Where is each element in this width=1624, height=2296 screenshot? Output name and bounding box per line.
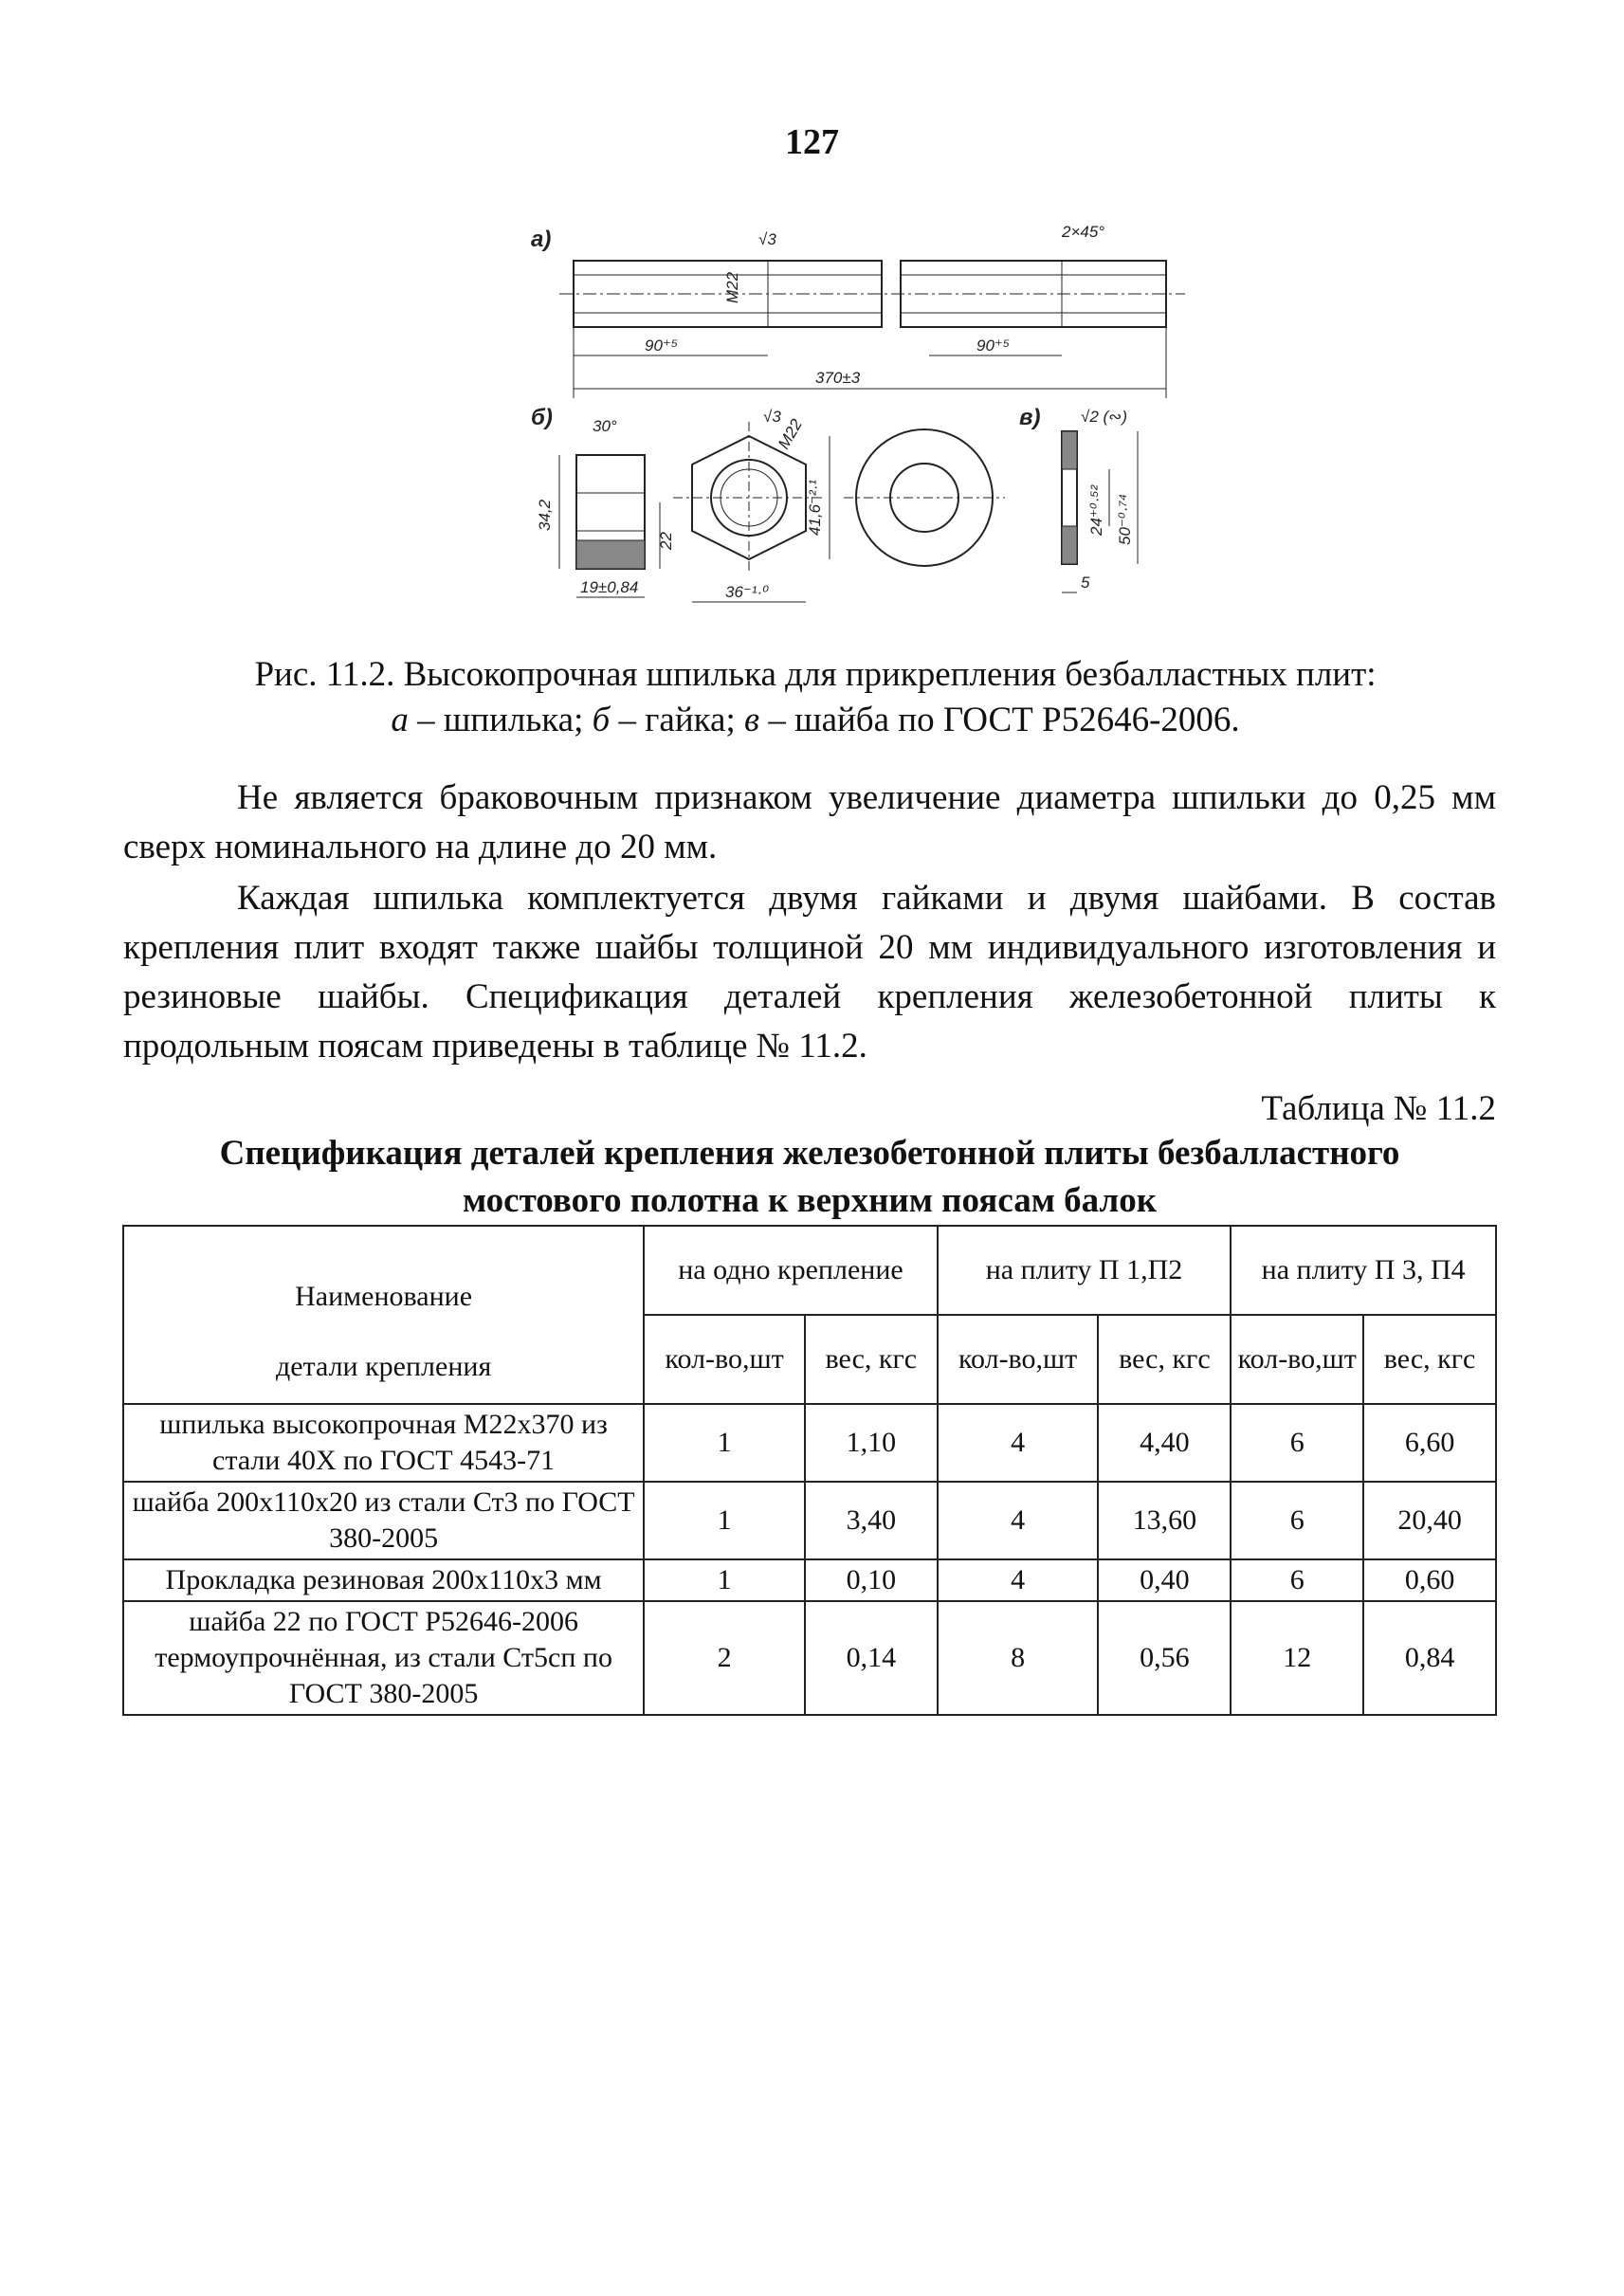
row-weight-2: 0,56 bbox=[1098, 1601, 1231, 1715]
header-qty: кол-во,шт bbox=[1231, 1315, 1363, 1404]
label-a: а) bbox=[531, 227, 552, 252]
row-weight-3: 0,60 bbox=[1363, 1559, 1496, 1601]
header-qty: кол-во,шт bbox=[938, 1315, 1099, 1404]
caption-b-text: – гайка; bbox=[610, 701, 745, 739]
row-weight-3: 6,60 bbox=[1363, 1404, 1496, 1482]
header-name-line-2: детали крепления bbox=[275, 1351, 492, 1382]
table-row bbox=[123, 1601, 1496, 1715]
table-title-line-2: мостового полотна к верхним поясам балок bbox=[462, 1181, 1158, 1220]
roughness-a: √3 bbox=[758, 230, 776, 248]
row-qty-1: 1 bbox=[644, 1482, 805, 1559]
row-qty-1: 2 bbox=[644, 1601, 805, 1715]
right-length-dim: 90⁺⁵ bbox=[976, 337, 1011, 355]
row-qty-2: 4 bbox=[938, 1404, 1099, 1482]
washer-inner-dim: 24⁺⁰·⁵² bbox=[1087, 484, 1105, 536]
table-row bbox=[123, 1559, 1496, 1601]
row-qty-1: 1 bbox=[644, 1404, 805, 1482]
caption-line-1: Рис. 11.2. Высокопрочная шпилька для прикрепления безбалластных плит: bbox=[254, 655, 1377, 694]
row-name: шайба 200х110х20 из стали Ст3 по ГОСТ 380-2005 bbox=[123, 1482, 644, 1559]
nut-size-dim: 41,6⁻²·¹ bbox=[806, 479, 824, 536]
angle-dim: 30° bbox=[593, 417, 617, 435]
caption-b: б bbox=[592, 701, 611, 739]
row-weight-1: 3,40 bbox=[805, 1482, 938, 1559]
header-group-2: на плиту П 1,П2 bbox=[938, 1226, 1232, 1315]
left-length-dim: 90⁺⁵ bbox=[645, 337, 679, 355]
chamfer-dim: 2×45° bbox=[1062, 223, 1105, 241]
table-row bbox=[123, 1404, 1496, 1482]
figure-caption bbox=[152, 652, 1479, 743]
row-qty-1: 1 bbox=[644, 1559, 805, 1601]
table-number: Таблица № 11.2 bbox=[1261, 1089, 1496, 1128]
row-weight-2: 13,60 bbox=[1098, 1482, 1231, 1559]
row-qty-3: 6 bbox=[1231, 1404, 1363, 1482]
table-title bbox=[114, 1130, 1505, 1225]
paragraph-2: Каждая шпилька комплектуется двумя гайками и двумя шайбами. В состав крепления плит входят также шайбы толщиной 20 мм индивидуального изготовления и резиновые шайбы. Спецификация деталей крепления железобетонной плиты к продольным поясам приведены в таблице № 11.2. bbox=[123, 879, 1496, 1066]
row-weight-2: 4,40 bbox=[1098, 1404, 1231, 1482]
caption-c-text: – шайба по ГОСТ Р52646-2006. bbox=[759, 701, 1240, 739]
thread-dim: M22 bbox=[723, 271, 741, 303]
row-name: Прокладка резиновая 200х110х3 мм bbox=[123, 1559, 644, 1601]
caption-a-text: – шпилька; bbox=[408, 701, 593, 739]
label-c: в) bbox=[1019, 405, 1041, 430]
spec-table bbox=[122, 1225, 1497, 1716]
drawing-canvas bbox=[531, 218, 1213, 635]
header-qty: кол-во,шт bbox=[644, 1315, 805, 1404]
washer-outer-dim: 50⁻⁰·⁷⁴ bbox=[1116, 493, 1134, 545]
row-weight-1: 1,10 bbox=[805, 1404, 938, 1482]
row-weight-1: 0,14 bbox=[805, 1601, 938, 1715]
nut-height-dim: 34,2 bbox=[536, 499, 554, 531]
row-name: шайба 22 по ГОСТ Р52646-2006 термоупрочнённая, из стали Ст5сп по ГОСТ 380-2005 bbox=[123, 1601, 644, 1715]
header-group-1: на одно крепление bbox=[644, 1226, 938, 1315]
table-row bbox=[123, 1482, 1496, 1559]
washer-thickness-dim: 5 bbox=[1081, 574, 1090, 592]
row-qty-2: 4 bbox=[938, 1559, 1099, 1601]
header-weight: вес, кгс bbox=[805, 1315, 938, 1404]
roughness-b: √3 bbox=[763, 408, 781, 426]
row-weight-2: 0,40 bbox=[1098, 1559, 1231, 1601]
header-weight: вес, кгс bbox=[1098, 1315, 1231, 1404]
nut-width-dim: 22 bbox=[657, 532, 675, 550]
row-qty-3: 6 bbox=[1231, 1559, 1363, 1601]
stud-drawing bbox=[531, 218, 1213, 635]
page-number: 127 bbox=[785, 122, 839, 162]
roughness-c: √2 (∾) bbox=[1081, 408, 1128, 426]
caption-line-2 bbox=[152, 698, 1479, 743]
paragraph-1: Не является браковочным признаком увеличение диаметра шпильки до 0,25 мм сверх номинального на длине до 20 мм. bbox=[123, 778, 1496, 866]
row-qty-2: 8 bbox=[938, 1601, 1099, 1715]
nut-thread-dim: M22 bbox=[775, 415, 807, 452]
table-title-line-1: Спецификация деталей крепления железобетонной плиты безбалластного bbox=[219, 1134, 1400, 1173]
nut-base-dim: 19±0,84 bbox=[580, 578, 639, 596]
row-name: шпилька высокопрочная М22х370 из стали 40Х по ГОСТ 4543-71 bbox=[123, 1404, 644, 1482]
table-header-row-1 bbox=[123, 1226, 1496, 1315]
caption-c: в bbox=[744, 701, 760, 739]
row-weight-3: 0,84 bbox=[1363, 1601, 1496, 1715]
header-weight: вес, кгс bbox=[1363, 1315, 1496, 1404]
row-qty-3: 12 bbox=[1231, 1601, 1363, 1715]
row-weight-1: 0,10 bbox=[805, 1559, 938, 1601]
header-name bbox=[123, 1226, 644, 1404]
total-length-dim: 370±3 bbox=[815, 369, 861, 387]
label-b: б) bbox=[531, 405, 553, 430]
row-qty-3: 6 bbox=[1231, 1482, 1363, 1559]
header-group-3: на плиту П 3, П4 bbox=[1231, 1226, 1496, 1315]
header-name-line-1: Наименование bbox=[295, 1281, 473, 1312]
row-qty-2: 4 bbox=[938, 1482, 1099, 1559]
row-weight-3: 20,40 bbox=[1363, 1482, 1496, 1559]
caption-a: а bbox=[391, 701, 409, 739]
nut-flat-dim: 36⁻¹·⁰ bbox=[725, 583, 770, 601]
